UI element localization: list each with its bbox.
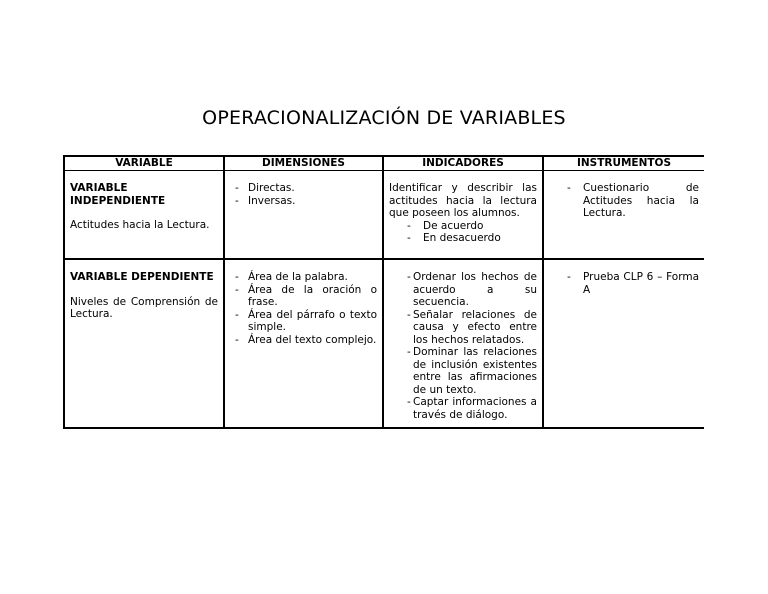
header-indicadores: INDICADORES	[383, 156, 543, 171]
page-title: OPERACIONALIZACIÓN DE VARIABLES	[202, 107, 566, 129]
variable-name: VARIABLE DEPENDIENTE	[70, 271, 214, 283]
list-item: - Cuestionario de Actitudes hacia la Lectura.	[549, 182, 699, 220]
header-dimensiones: DIMENSIONES	[224, 156, 383, 171]
list-item: - Área del párrafo o texto simple.	[230, 309, 377, 334]
list-item: - Captar informaciones a través de diálogo.	[397, 396, 537, 421]
list-item: - Directas.	[230, 182, 377, 195]
list-item: - Área de la oración o frase.	[230, 284, 377, 309]
variable-name: VARIABLE INDEPENDIENTE	[70, 182, 166, 207]
indicadores-cell	[383, 259, 543, 428]
variable-cell	[64, 259, 224, 428]
list-item: - Ordenar los hechos de acuerdo a su secuencia.	[397, 271, 537, 309]
list-item: - En desacuerdo	[389, 232, 537, 245]
list-item: - Área del texto complejo.	[230, 334, 377, 347]
list-item: - Dominar las relaciones de inclusión existentes entre las afirmaciones de un texto.	[397, 346, 537, 396]
list-item: - Área de la palabra.	[230, 271, 377, 284]
list-item: - Prueba CLP 6 – Forma A	[549, 271, 699, 296]
operationalization-table	[63, 155, 704, 429]
dimensiones-cell	[224, 259, 383, 428]
table-header-row	[64, 156, 704, 171]
instrumentos-cell	[543, 171, 704, 260]
list-item: - Inversas.	[230, 195, 377, 208]
table-row	[64, 259, 704, 428]
variable-description: Actitudes hacia la Lectura.	[70, 219, 210, 231]
variable-cell	[64, 171, 224, 260]
instrumentos-cell	[543, 259, 704, 428]
table-row	[64, 171, 704, 260]
variable-description: Niveles de Comprensión de Lectura.	[70, 295, 218, 320]
indicadores-text: Identificar y describir las actitudes hacia la lectura que poseen los alumnos.	[389, 182, 537, 219]
indicadores-cell	[383, 171, 543, 260]
header-instrumentos: INSTRUMENTOS	[543, 156, 704, 171]
list-item: - Señalar relaciones de causa y efecto entre los hechos relatados.	[397, 309, 537, 347]
list-item: - De acuerdo	[389, 220, 537, 233]
dimensiones-cell	[224, 171, 383, 260]
header-variable: VARIABLE	[64, 156, 224, 171]
